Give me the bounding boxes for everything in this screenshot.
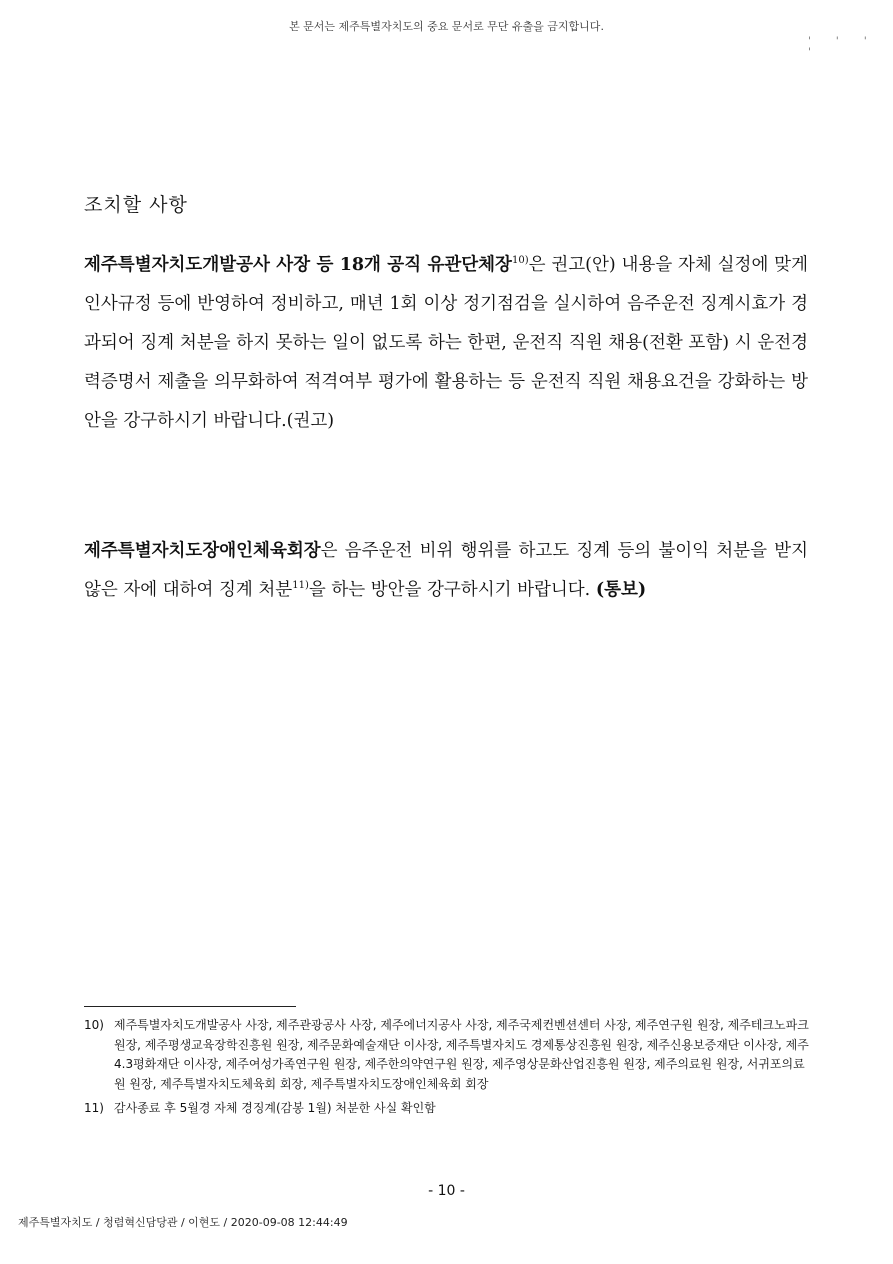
- confidentiality-notice: 본 문서는 제주특별자치도의 중요 문서로 무단 유출을 금지합니다.: [289, 20, 604, 33]
- paragraph2-body-after: 을 하는 방안을 강구하시기 바랍니다.: [308, 580, 591, 600]
- paragraph2-closing: (통보): [595, 580, 647, 600]
- footnote-ref-10[interactable]: 10): [511, 255, 529, 267]
- footnote-divider: [84, 1006, 296, 1007]
- footnote-number: 11): [84, 1101, 104, 1115]
- footnote-ref-11[interactable]: 11): [292, 580, 309, 592]
- paragraph1-body: 은 권고(안) 내용을 자체 실정에 맞게 인사규정 등에 반영하여 정비하고, 매년 1회 이상 정기점검을 실시하여 음주운전 징계시효가 경과되어 징계 처분을 하지 못하는 일이 없도록 하는 한편, 운전직 직원 채용(전환 포함) 시 운전경력증명서 제출을 의무화하여 적격여부 평가에 활용하는 등 운전직 직원 채용요건을 강화하는 방안을 강구하시기 바랍니다.(권고): [84, 255, 808, 431]
- paragraph2-body-before: 은 음주운전 비위 행위를 하고도 징계 등의 불이익 처분을 받지 않은 자에 대하여 징계 처분: [84, 541, 808, 600]
- footnote-text: 제주특별자치도개발공사 사장, 제주관광공사 사장, 제주에너지공사 사장, 제주국제컨벤션센터 사장, 제주연구원 원장, 제주테크노파크 원장, 제주평생교육장학진흥원 원장, 제주문화예술재단 이사장, 제주특별자치도 경제통상진흥원 원장, 제주신용보증재단 이사장, 제주4.3평화재단 이사장, 제주여성가족연구원 원장, 제주한의약연구원 원장, 제주영상문화산업진흥원 원장, 제주의료원 원장, 서귀포의료원 원장, 제주특별자치도체육회 회장, 제주특별자치도장애인체육회 회장: [114, 1018, 809, 1091]
- footnote-11: [84, 1099, 810, 1119]
- paragraph2-subject: 제주특별자치도장애인체육회장: [84, 541, 321, 561]
- footnote-text: 감사종료 후 5월경 자체 경징계(감봉 1월) 처분한 사실 확인함: [114, 1101, 436, 1115]
- scan-marks: ' ' ' ': [808, 36, 878, 58]
- paragraph1-subject: 제주특별자치도개발공사 사장 등 18개 공직 유관단체장: [84, 255, 512, 275]
- document-footer: 제주특별자치도 / 청렴혁신담당관 / 이현도 / 2020-09-08 12:44:49: [18, 1216, 348, 1229]
- page-number: - 10 -: [428, 1183, 465, 1199]
- footnote-number: 10): [84, 1018, 104, 1032]
- section-title: 조치할 사항: [84, 194, 188, 216]
- footnotes: [84, 1016, 810, 1124]
- paragraph-notification: [84, 532, 808, 610]
- footnote-10: [84, 1016, 810, 1094]
- paragraph-recommendation: [84, 246, 808, 441]
